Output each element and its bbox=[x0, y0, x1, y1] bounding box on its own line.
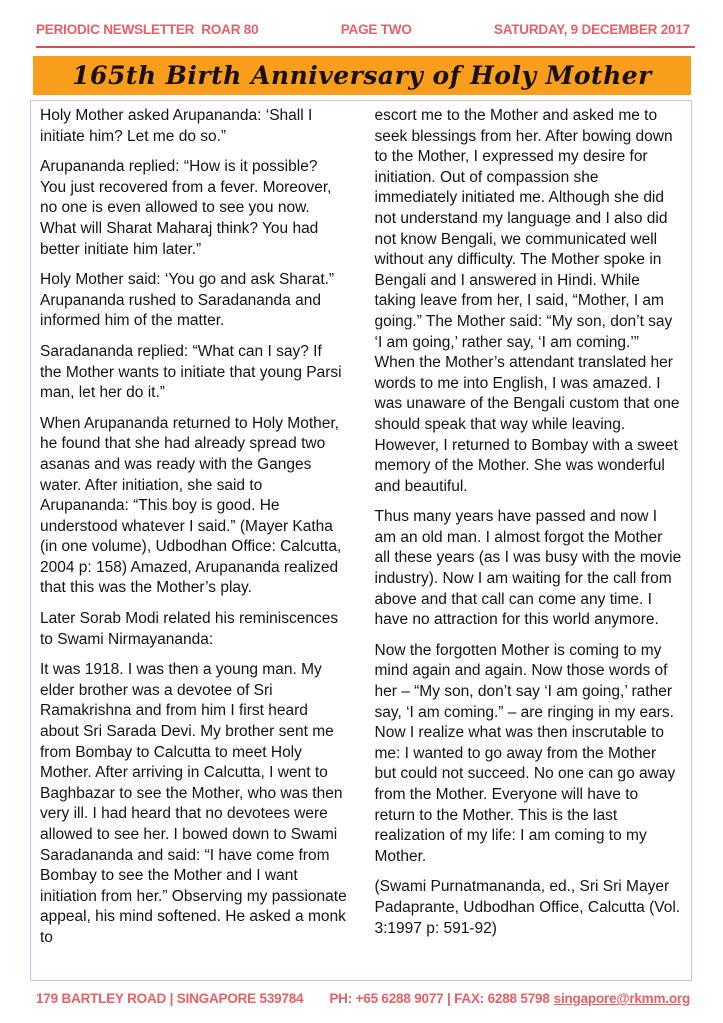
article-paragraph: Holy Mother said: ‘You go and ask Sharat.” Arupananda rushed to Saradananda and informed him of the matter. bbox=[40, 271, 335, 330]
article-paragraph: Later Sorab Modi related his reminiscences to Swami Nirmayananda: bbox=[40, 610, 339, 648]
page-footer bbox=[36, 991, 690, 1006]
article-paragraph: Holy Mother asked Arupananda: ‘Shall I initiate him? Let me do so.” bbox=[40, 107, 313, 145]
article-column-left bbox=[40, 106, 348, 975]
article-column-right bbox=[375, 106, 683, 975]
article-paragraph: It was 1918. I was then a young man. My elder brother was a devotee of Sri Ramakrishna and from him I first heard about Sri Sarada Devi. My brother sent me from Bombay to Calcutta to meet Holy Mother. After arriving in Calcutta, I went to Baghbazar to see the Mother, who was then very ill. I had heard that no devotees were allowed to see her. I bowed down to Swami Saradananda and said: “I have come from Bombay to see the Mother and I want initiation from her.” Observing my passionate appeal, his mind softened. He asked a monk to bbox=[40, 661, 347, 946]
article-paragraph: (Swami Purnatmananda, ed., Sri Sri Mayer Padaprante, Udbodhan Office, Calcutta (Vol. 3:1997 p: 591-92) bbox=[374, 878, 681, 937]
email-link[interactable]: singapore@rkmm.org bbox=[553, 991, 690, 1006]
article-paragraph: escort me to the Mother and asked me to seek blessings from her. After bowing down to the Mother, I expressed my desire for initiation. Out of compassion she immediately initiated me. Although she did not understand my language and I also did not know Bengali, we communicated well without any difficulty. The Mother spoke in Bengali and I answered in Hindi. While taking leave from her, I said, “Mother, I am going.” The Mother said: “My son, don’t say ‘I am going,’ rather say, ‘I am coming.’” When the Mother’s attendant translated her words to me into English, I was amazed. I was unaware of the Bengali custom that one should speak that way while leaving. However, I returned to Bombay with a sweet memory of the Mother. She was wonderful and beautiful. bbox=[374, 107, 680, 495]
newsletter-issue-label: PERIODIC NEWSLETTER ROAR 80 bbox=[36, 22, 259, 37]
masthead-divider bbox=[36, 46, 695, 48]
masthead bbox=[36, 22, 690, 37]
page-number-label: PAGE TWO bbox=[340, 22, 412, 37]
phone-fax-label: PH: +65 6288 9077 | FAX: 6288 5798 bbox=[329, 991, 550, 1006]
article-body-box bbox=[30, 100, 692, 981]
issue-date-label: SATURDAY, 9 DECEMBER 2017 bbox=[493, 22, 690, 37]
article-paragraph: Saradananda replied: “What can I say? If the Mother wants to initiate that young Parsi man, let her do it.” bbox=[40, 342, 342, 402]
article-paragraph: Now the forgotten Mother is coming to my mind again and again. Now those words of her – “My son, don’t say ‘I am going,’ rather say, ‘I am coming.” – are ringing in my ears. Now I realize what was then inscrutable to me: I wanted to go away from the Mother but could not succeed. No one can go away from the Mother. Everyone will have to return to the Mother. This is the last realization of my life: I am coming to my Mother. bbox=[374, 641, 676, 865]
article-paragraph: Thus many years have passed and now I am an old man. I almost forgot the Mother all these years (as I was busy with the movie industry). Now I am waiting for the call from above and that call can come any time. I have no attraction for this world anymore. bbox=[374, 508, 682, 629]
address-label: 179 BARTLEY ROAD | SINGAPORE 539784 bbox=[36, 991, 304, 1006]
article-paragraph: When Arupananda returned to Holy Mother, he found that she had already spread two asanas and was ready with the Ganges water. After initiation, she said to Arupananda: “This boy is good. He understood whatever I said.” (Mayer Katha (in one volume), Udbodhan Office: Calcutta, 2004 p: 158) Amazed, Arupananda realized that this was the Mother’s play. bbox=[40, 414, 342, 597]
article-paragraph: Arupananda replied: “How is it possible? You just recovered from a fever. Moreover, no one is even allowed to see you now. What will Sharat Maharaj think? You had better initiate him later.” bbox=[40, 158, 332, 258]
article-title-banner: 165th Birth Anniversary of Holy Mother bbox=[33, 56, 691, 95]
